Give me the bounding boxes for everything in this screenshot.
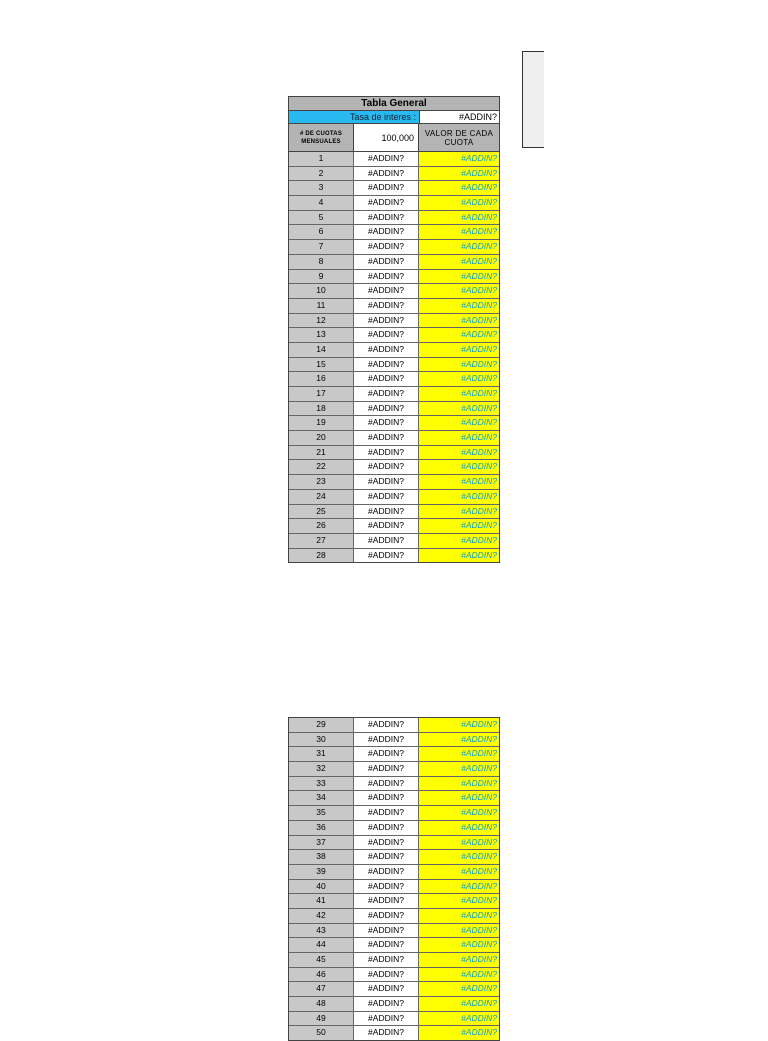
row-number-cell[interactable]: 1 bbox=[289, 152, 353, 166]
table-row bbox=[289, 313, 499, 328]
cuota-value-cell[interactable]: #ADDIN? bbox=[418, 240, 499, 254]
cuota-value-cell[interactable]: #ADDIN? bbox=[418, 387, 499, 401]
header-cuotas: # DE CUOTAS MENSUALES bbox=[289, 124, 353, 151]
row-number-cell[interactable]: 10 bbox=[289, 284, 353, 298]
interest-value-cell[interactable]: #ADDIN? bbox=[353, 460, 418, 474]
row-number-cell[interactable]: 2 bbox=[289, 167, 353, 181]
cuota-value-cell[interactable]: #ADDIN? bbox=[418, 549, 499, 563]
interest-value-cell[interactable]: #ADDIN? bbox=[353, 167, 418, 181]
table-row bbox=[289, 967, 499, 982]
rows-page-1 bbox=[289, 152, 499, 562]
table-row bbox=[289, 879, 499, 894]
table-row bbox=[289, 533, 499, 548]
table-row bbox=[289, 386, 499, 401]
row-number-cell[interactable]: 12 bbox=[289, 314, 353, 328]
row-number-cell[interactable]: 23 bbox=[289, 475, 353, 489]
interest-value-cell[interactable]: #ADDIN? bbox=[353, 416, 418, 430]
row-number-cell[interactable]: 39 bbox=[289, 865, 353, 879]
interest-value-cell[interactable]: #ADDIN? bbox=[353, 240, 418, 254]
interest-value-cell[interactable]: #ADDIN? bbox=[353, 387, 418, 401]
cuota-value-cell[interactable]: #ADDIN? bbox=[418, 519, 499, 533]
row-number-cell[interactable]: 25 bbox=[289, 505, 353, 519]
row-number-cell[interactable]: 35 bbox=[289, 806, 353, 820]
row-number-cell[interactable]: 34 bbox=[289, 791, 353, 805]
cuota-value-cell[interactable]: #ADDIN? bbox=[418, 924, 499, 938]
cuota-value-cell[interactable]: #ADDIN? bbox=[418, 894, 499, 908]
interest-value-cell[interactable]: #ADDIN? bbox=[353, 402, 418, 416]
row-number-cell[interactable]: 17 bbox=[289, 387, 353, 401]
cuota-value-cell[interactable]: #ADDIN? bbox=[418, 328, 499, 342]
header-row bbox=[289, 124, 499, 152]
interest-value-cell[interactable]: #ADDIN? bbox=[353, 505, 418, 519]
interest-value-cell[interactable]: #ADDIN? bbox=[353, 475, 418, 489]
cuota-value-cell[interactable]: #ADDIN? bbox=[418, 762, 499, 776]
interest-value-cell[interactable]: #ADDIN? bbox=[353, 968, 418, 982]
cuota-value-cell[interactable]: #ADDIN? bbox=[418, 836, 499, 850]
row-number-cell[interactable]: 40 bbox=[289, 880, 353, 894]
interest-value-cell[interactable]: #ADDIN? bbox=[353, 865, 418, 879]
interest-value-cell[interactable]: #ADDIN? bbox=[353, 791, 418, 805]
rows-page-2 bbox=[289, 718, 499, 1040]
table-row bbox=[289, 746, 499, 761]
cuota-value-cell[interactable]: #ADDIN? bbox=[418, 225, 499, 239]
interest-value-cell[interactable]: #ADDIN? bbox=[353, 982, 418, 996]
row-number-cell[interactable]: 38 bbox=[289, 850, 353, 864]
row-number-cell[interactable]: 33 bbox=[289, 777, 353, 791]
interest-value-cell[interactable]: #ADDIN? bbox=[353, 534, 418, 548]
cuota-value-cell[interactable]: #ADDIN? bbox=[418, 534, 499, 548]
row-number-cell[interactable]: 41 bbox=[289, 894, 353, 908]
cuota-value-cell[interactable]: #ADDIN? bbox=[418, 938, 499, 952]
cuota-value-cell[interactable]: #ADDIN? bbox=[418, 850, 499, 864]
cuota-value-cell[interactable]: #ADDIN? bbox=[418, 431, 499, 445]
table-row bbox=[289, 371, 499, 386]
interest-value-cell[interactable]: #ADDIN? bbox=[353, 777, 418, 791]
row-number-cell[interactable]: 48 bbox=[289, 997, 353, 1011]
interest-value-cell[interactable]: #ADDIN? bbox=[353, 997, 418, 1011]
rate-row bbox=[289, 111, 499, 124]
row-number-cell[interactable]: 47 bbox=[289, 982, 353, 996]
table-row bbox=[289, 996, 499, 1011]
table-row bbox=[289, 269, 499, 284]
table-row bbox=[289, 504, 499, 519]
interest-value-cell[interactable]: #ADDIN? bbox=[353, 1012, 418, 1026]
interest-value-cell[interactable]: #ADDIN? bbox=[353, 1026, 418, 1040]
table-row bbox=[289, 952, 499, 967]
table-row bbox=[289, 864, 499, 879]
row-number-cell[interactable]: 21 bbox=[289, 446, 353, 460]
row-number-cell[interactable]: 28 bbox=[289, 549, 353, 563]
row-number-cell[interactable]: 4 bbox=[289, 196, 353, 210]
cuota-value-cell[interactable]: #ADDIN? bbox=[418, 416, 499, 430]
row-number-cell[interactable]: 19 bbox=[289, 416, 353, 430]
cuota-value-cell[interactable]: #ADDIN? bbox=[418, 880, 499, 894]
rate-label: Tasa de interes : bbox=[289, 111, 419, 123]
row-number-cell[interactable]: 6 bbox=[289, 225, 353, 239]
table-row bbox=[289, 152, 499, 166]
row-number-cell[interactable]: 7 bbox=[289, 240, 353, 254]
row-number-cell[interactable]: 11 bbox=[289, 299, 353, 313]
interest-value-cell[interactable]: #ADDIN? bbox=[353, 806, 418, 820]
row-number-cell[interactable]: 30 bbox=[289, 733, 353, 747]
table-row bbox=[289, 401, 499, 416]
cuota-value-cell[interactable]: #ADDIN? bbox=[418, 505, 499, 519]
table-row bbox=[289, 210, 499, 225]
interest-value-cell[interactable]: #ADDIN? bbox=[353, 328, 418, 342]
interest-value-cell[interactable]: #ADDIN? bbox=[353, 953, 418, 967]
cuota-value-cell[interactable]: #ADDIN? bbox=[418, 460, 499, 474]
interest-value-cell[interactable]: #ADDIN? bbox=[353, 431, 418, 445]
interest-value-cell[interactable]: #ADDIN? bbox=[353, 733, 418, 747]
table-row bbox=[289, 893, 499, 908]
interest-value-cell[interactable]: #ADDIN? bbox=[353, 519, 418, 533]
cuota-value-cell[interactable]: #ADDIN? bbox=[418, 909, 499, 923]
cuota-value-cell[interactable]: #ADDIN? bbox=[418, 255, 499, 269]
cuota-value-cell[interactable]: #ADDIN? bbox=[418, 953, 499, 967]
interest-value-cell[interactable]: #ADDIN? bbox=[353, 299, 418, 313]
table-row bbox=[289, 849, 499, 864]
table-row bbox=[289, 342, 499, 357]
table-row bbox=[289, 474, 499, 489]
table-row bbox=[289, 937, 499, 952]
table-row bbox=[289, 835, 499, 850]
row-number-cell[interactable]: 20 bbox=[289, 431, 353, 445]
interest-value-cell[interactable]: #ADDIN? bbox=[353, 894, 418, 908]
row-number-cell[interactable]: 44 bbox=[289, 938, 353, 952]
cuota-value-cell[interactable]: #ADDIN? bbox=[418, 211, 499, 225]
cuota-value-cell[interactable]: #ADDIN? bbox=[418, 314, 499, 328]
table-title: Tabla General bbox=[289, 97, 499, 111]
row-number-cell[interactable]: 14 bbox=[289, 343, 353, 357]
row-number-cell[interactable]: 46 bbox=[289, 968, 353, 982]
cuota-value-cell[interactable]: #ADDIN? bbox=[418, 718, 499, 732]
table-row bbox=[289, 820, 499, 835]
table-row bbox=[289, 445, 499, 460]
row-number-cell[interactable]: 22 bbox=[289, 460, 353, 474]
table-row bbox=[289, 761, 499, 776]
cuota-value-cell[interactable]: #ADDIN? bbox=[418, 181, 499, 195]
cuota-value-cell[interactable]: #ADDIN? bbox=[418, 299, 499, 313]
table-row bbox=[289, 908, 499, 923]
cuota-value-cell[interactable]: #ADDIN? bbox=[418, 284, 499, 298]
header-amount-cell[interactable]: 100,000 bbox=[353, 124, 418, 151]
interest-value-cell[interactable]: #ADDIN? bbox=[353, 196, 418, 210]
side-frame bbox=[522, 51, 544, 148]
table-row bbox=[289, 180, 499, 195]
table-row bbox=[289, 224, 499, 239]
cuota-value-cell[interactable]: #ADDIN? bbox=[418, 1026, 499, 1040]
cuota-value-cell[interactable]: #ADDIN? bbox=[418, 152, 499, 166]
row-number-cell[interactable]: 5 bbox=[289, 211, 353, 225]
row-number-cell[interactable]: 24 bbox=[289, 490, 353, 504]
rate-value-cell[interactable]: #ADDIN? bbox=[419, 111, 499, 123]
tabla-general-page-1 bbox=[288, 96, 500, 563]
row-number-cell[interactable]: 36 bbox=[289, 821, 353, 835]
cuota-value-cell[interactable]: #ADDIN? bbox=[418, 343, 499, 357]
cuota-value-cell[interactable]: #ADDIN? bbox=[418, 358, 499, 372]
cuota-value-cell[interactable]: #ADDIN? bbox=[418, 968, 499, 982]
cuota-value-cell[interactable]: #ADDIN? bbox=[418, 997, 499, 1011]
cuota-value-cell[interactable]: #ADDIN? bbox=[418, 733, 499, 747]
cuota-value-cell[interactable]: #ADDIN? bbox=[418, 167, 499, 181]
table-row bbox=[289, 283, 499, 298]
table-row bbox=[289, 790, 499, 805]
cuota-value-cell[interactable]: #ADDIN? bbox=[418, 446, 499, 460]
interest-value-cell[interactable]: #ADDIN? bbox=[353, 314, 418, 328]
cuota-value-cell[interactable]: #ADDIN? bbox=[418, 821, 499, 835]
row-number-cell[interactable]: 16 bbox=[289, 372, 353, 386]
row-number-cell[interactable]: 3 bbox=[289, 181, 353, 195]
row-number-cell[interactable]: 29 bbox=[289, 718, 353, 732]
interest-value-cell[interactable]: #ADDIN? bbox=[353, 152, 418, 166]
cuota-value-cell[interactable]: #ADDIN? bbox=[418, 196, 499, 210]
table-row bbox=[289, 518, 499, 533]
table-row bbox=[289, 776, 499, 791]
interest-value-cell[interactable]: #ADDIN? bbox=[353, 372, 418, 386]
interest-value-cell[interactable]: #ADDIN? bbox=[353, 284, 418, 298]
cuota-value-cell[interactable]: #ADDIN? bbox=[418, 402, 499, 416]
cuota-value-cell[interactable]: #ADDIN? bbox=[418, 490, 499, 504]
interest-value-cell[interactable]: #ADDIN? bbox=[353, 270, 418, 284]
cuota-value-cell[interactable]: #ADDIN? bbox=[418, 475, 499, 489]
row-number-cell[interactable]: 42 bbox=[289, 909, 353, 923]
table-row bbox=[289, 805, 499, 820]
table-row bbox=[289, 327, 499, 342]
cuota-value-cell[interactable]: #ADDIN? bbox=[418, 791, 499, 805]
table-row bbox=[289, 732, 499, 747]
interest-value-cell[interactable]: #ADDIN? bbox=[353, 490, 418, 504]
interest-value-cell[interactable]: #ADDIN? bbox=[353, 836, 418, 850]
cuota-value-cell[interactable]: #ADDIN? bbox=[418, 982, 499, 996]
row-number-cell[interactable]: 18 bbox=[289, 402, 353, 416]
interest-value-cell[interactable]: #ADDIN? bbox=[353, 924, 418, 938]
interest-value-cell[interactable]: #ADDIN? bbox=[353, 718, 418, 732]
table-row bbox=[289, 459, 499, 474]
table-row bbox=[289, 415, 499, 430]
table-row bbox=[289, 1011, 499, 1026]
interest-value-cell[interactable]: #ADDIN? bbox=[353, 211, 418, 225]
cuota-value-cell[interactable]: #ADDIN? bbox=[418, 747, 499, 761]
table-row bbox=[289, 981, 499, 996]
table-row bbox=[289, 489, 499, 504]
row-number-cell[interactable]: 32 bbox=[289, 762, 353, 776]
cuota-value-cell[interactable]: #ADDIN? bbox=[418, 806, 499, 820]
interest-value-cell[interactable]: #ADDIN? bbox=[353, 850, 418, 864]
interest-value-cell[interactable]: #ADDIN? bbox=[353, 225, 418, 239]
table-row bbox=[289, 430, 499, 445]
row-number-cell[interactable]: 43 bbox=[289, 924, 353, 938]
interest-value-cell[interactable]: #ADDIN? bbox=[353, 747, 418, 761]
interest-value-cell[interactable]: #ADDIN? bbox=[353, 909, 418, 923]
interest-value-cell[interactable]: #ADDIN? bbox=[353, 938, 418, 952]
row-number-cell[interactable]: 37 bbox=[289, 836, 353, 850]
row-number-cell[interactable]: 9 bbox=[289, 270, 353, 284]
row-number-cell[interactable]: 31 bbox=[289, 747, 353, 761]
cuota-value-cell[interactable]: #ADDIN? bbox=[418, 865, 499, 879]
tabla-general-page-2 bbox=[288, 717, 500, 1041]
table-row bbox=[289, 357, 499, 372]
table-row bbox=[289, 548, 499, 563]
interest-value-cell[interactable]: #ADDIN? bbox=[353, 181, 418, 195]
interest-value-cell[interactable]: #ADDIN? bbox=[353, 358, 418, 372]
cuota-value-cell[interactable]: #ADDIN? bbox=[418, 777, 499, 791]
row-number-cell[interactable]: 49 bbox=[289, 1012, 353, 1026]
cuota-value-cell[interactable]: #ADDIN? bbox=[418, 270, 499, 284]
interest-value-cell[interactable]: #ADDIN? bbox=[353, 880, 418, 894]
interest-value-cell[interactable]: #ADDIN? bbox=[353, 255, 418, 269]
interest-value-cell[interactable]: #ADDIN? bbox=[353, 343, 418, 357]
row-number-cell[interactable]: 45 bbox=[289, 953, 353, 967]
table-row bbox=[289, 166, 499, 181]
table-row bbox=[289, 718, 499, 732]
header-valor-cuota: VALOR DE CADA CUOTA bbox=[418, 124, 499, 151]
interest-value-cell[interactable]: #ADDIN? bbox=[353, 446, 418, 460]
row-number-cell[interactable]: 50 bbox=[289, 1026, 353, 1040]
table-row bbox=[289, 195, 499, 210]
cuota-value-cell[interactable]: #ADDIN? bbox=[418, 372, 499, 386]
cuota-value-cell[interactable]: #ADDIN? bbox=[418, 1012, 499, 1026]
row-number-cell[interactable]: 8 bbox=[289, 255, 353, 269]
interest-value-cell[interactable]: #ADDIN? bbox=[353, 821, 418, 835]
interest-value-cell[interactable]: #ADDIN? bbox=[353, 549, 418, 563]
table-row bbox=[289, 239, 499, 254]
table-row bbox=[289, 1025, 499, 1040]
interest-value-cell[interactable]: #ADDIN? bbox=[353, 762, 418, 776]
table-row bbox=[289, 298, 499, 313]
row-number-cell[interactable]: 27 bbox=[289, 534, 353, 548]
table-row bbox=[289, 254, 499, 269]
row-number-cell[interactable]: 13 bbox=[289, 328, 353, 342]
table-row bbox=[289, 923, 499, 938]
row-number-cell[interactable]: 15 bbox=[289, 358, 353, 372]
row-number-cell[interactable]: 26 bbox=[289, 519, 353, 533]
